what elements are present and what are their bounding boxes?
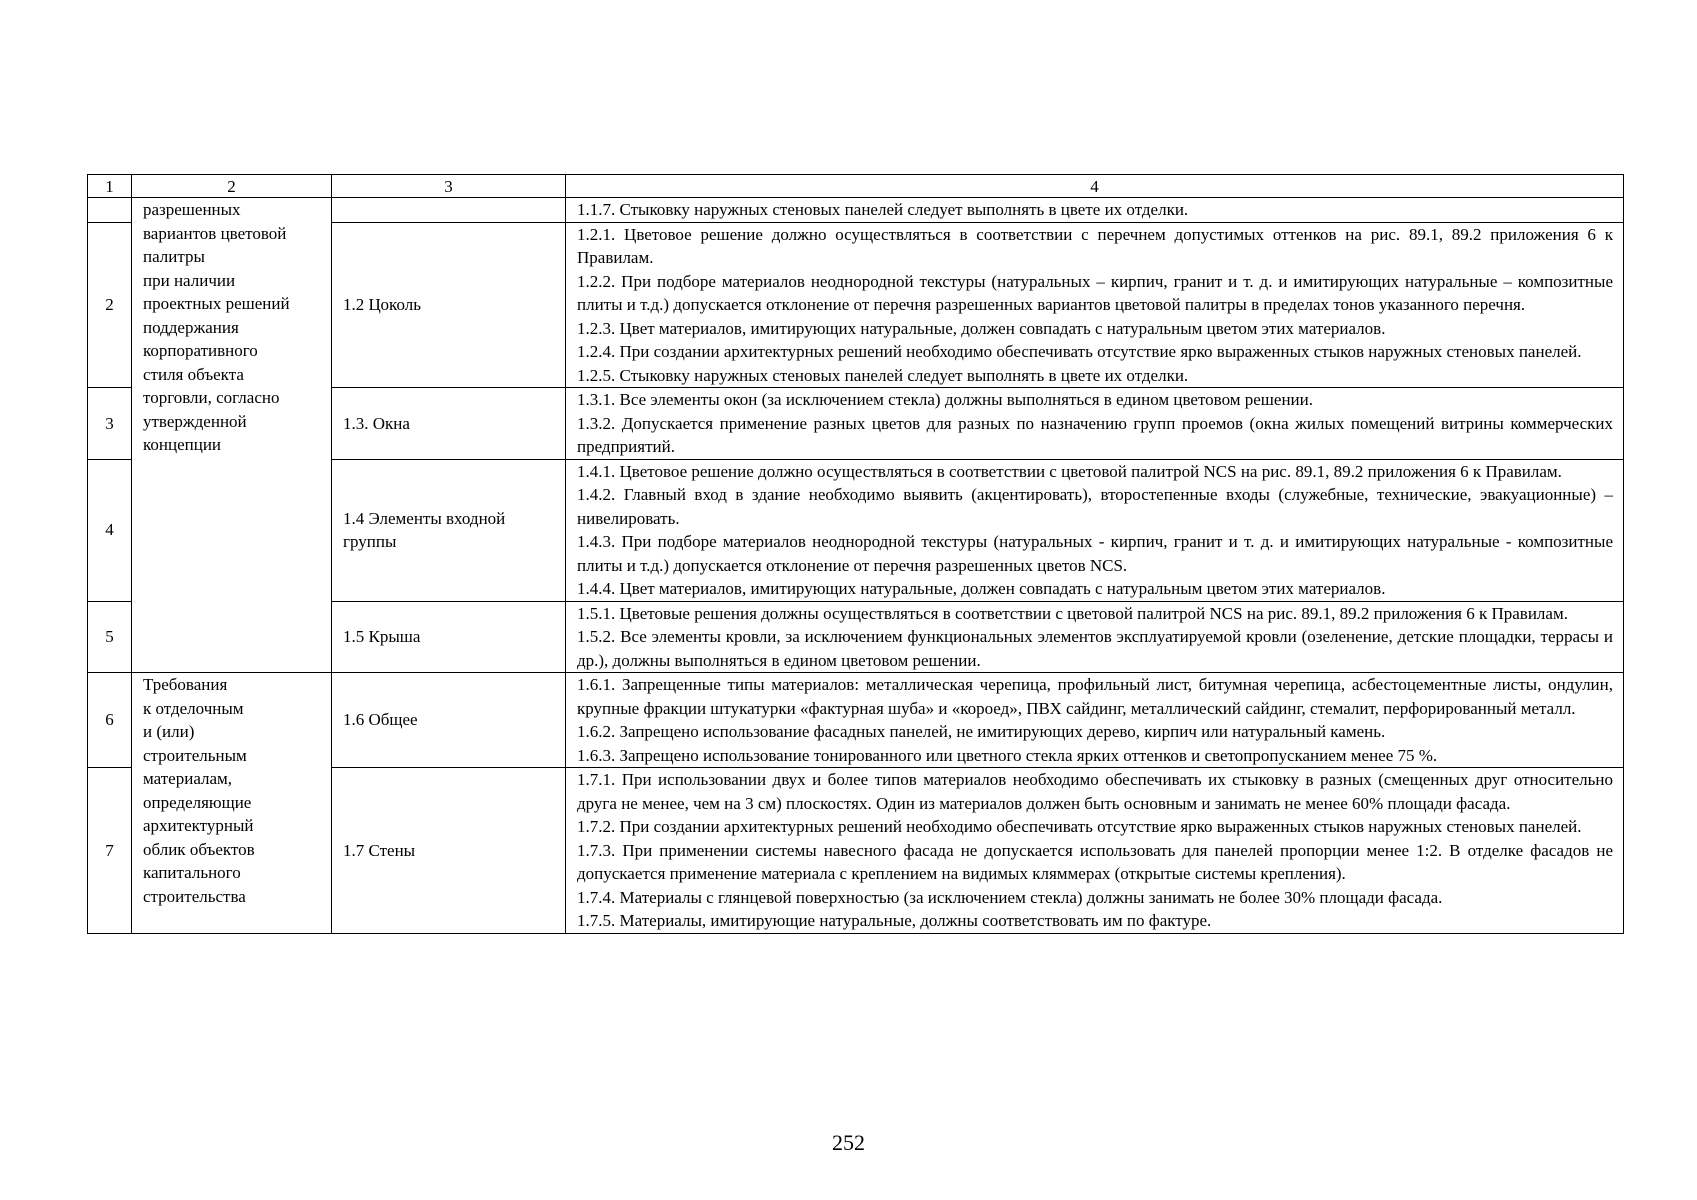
item-text: 1.1.7. Стыковку наружных стеновых панелей следует выполнять в цвете их отделки. (577, 200, 1189, 219)
requirement-text-line: корпоративного (143, 341, 258, 360)
requirement-text-line: торговли, согласно (143, 388, 280, 407)
items-cell (566, 459, 1624, 601)
column-header-1: 1 (88, 175, 132, 198)
element-cell: 1.3. Окна (332, 388, 566, 460)
row-number: 4 (88, 459, 132, 601)
row-number: 7 (88, 768, 132, 934)
requirement-text-line: палитры (143, 247, 205, 266)
requirements-table (87, 174, 1624, 934)
item-text: 1.4.3. При подборе материалов неоднородной текстуры (натуральных - кирпич, гранит и т. д. и имитирующих натуральные - композитные плиты и т.д.) допускается отклонение от перечня разрешенных цветов NCS. (577, 532, 1613, 575)
element-cell: 1.4 Элементы входной группы (332, 459, 566, 601)
row-number: 5 (88, 601, 132, 673)
requirement-text-line: утвержденной (143, 411, 247, 431)
element-cell: 1.6 Общее (332, 673, 566, 768)
requirement-text-line: облик объектов (143, 839, 255, 859)
row-number: 3 (88, 388, 132, 460)
requirement-text-line: архитектурный (143, 816, 254, 835)
page-number: 252 (832, 1130, 865, 1155)
item-text: 1.4.2. Главный вход в здание необходимо выявить (акцентировать), второстепенные входы (служебные, технические, эвакуационные) – нивелировать. (577, 485, 1613, 528)
item-text: 1.6.1. Запрещенные типы материалов: металлическая черепица, профильный лист, битумная черепица, асбестоцементные листы, ондулин, крупные фракции штукатурки «фактурная шуба» и «короед», ПВХ сайдинг, металлический сайдинг, стемалит, перфорированный металл. (577, 675, 1613, 718)
item-text: 1.3.2. Допускается применение разных цветов для разных по назначению групп проемов (окна жилых помещений витрины коммерческих предприятий. (577, 413, 1613, 456)
element-cell: 1.7 Стены (332, 768, 566, 934)
column-header-row (88, 175, 1624, 198)
item-text: 1.2.1. Цветовое решение должно осуществляться в соответствии с перечнем допустимых оттенков на рис. 89.1, 89.2 приложения 6 к Правилам. (577, 224, 1613, 267)
element-cell: 1.5 Крыша (332, 601, 566, 673)
element-cell: 1.2 Цоколь (332, 222, 566, 388)
item-text: 1.2.4. При создании архитектурных решений необходимо обеспечивать отсутствие ярко выраженных стыков наружных стеновых панелей. (577, 342, 1582, 361)
item-text: 1.7.1. При использовании двух и более типов материалов необходимо обеспечивать их стыковку в разных (смещенных друг относительно друга не менее, чем на 3 см) плоскостях. Один из материалов должен быть основным и занимать не менее 60% площади фасада. (577, 770, 1613, 813)
items-cell (566, 198, 1624, 223)
item-text: 1.2.5. Стыковку наружных стеновых панелей следует выполнять в цвете их отделки. (577, 365, 1189, 385)
items-cell (566, 768, 1624, 934)
requirement-text-line: поддержания (143, 317, 239, 337)
column-header-4: 4 (566, 175, 1624, 198)
item-text: 1.2.2. При подборе материалов неоднородной текстуры (натуральных – кирпич, гранит и т. д. и имитирующих натуральные – композитные плиты и т.д.) допускается отклонение от перечня разрешенных вариантов цветовой палитры в пределах тонов указанного перечня. (577, 271, 1613, 314)
item-text: 1.6.2. Запрещено использование фасадных панелей, не имитирующих дерево, кирпич или натуральный камень. (577, 722, 1386, 741)
items-cell (566, 601, 1624, 673)
row-number: 2 (88, 222, 132, 388)
item-text: 1.5.2. Все элементы кровли, за исключением функциональных элементов эксплуатируемой кровли (озеленение, детские площадки, террасы и др.), должны выполняться в едином цветовом решении. (577, 627, 1613, 670)
requirement-text-line: материалам, (143, 769, 233, 788)
item-text: 1.2.3. Цвет материалов, имитирующих натуральные, должен совпадать с натуральным цветом этих материалов. (577, 318, 1386, 338)
requirement-text-line: строительства (143, 886, 246, 906)
column-header-2: 2 (132, 175, 332, 198)
requirement-text-line: вариантов цветовой (143, 223, 287, 243)
requirement-text-line: строительным (143, 745, 247, 765)
table-row (88, 198, 1624, 223)
column-header-3: 3 (332, 175, 566, 198)
requirement-text-line: при наличии (143, 270, 236, 290)
requirement-text-line: капитального (143, 863, 241, 882)
table-row (88, 673, 1624, 768)
item-text: 1.4.4. Цвет материалов, имитирующих натуральные, должен совпадать с натуральным цветом этих материалов. (577, 579, 1386, 598)
items-cell (566, 388, 1624, 460)
item-text: 1.7.5. Материалы, имитирующие натуральные, должны соответствовать им по фактуре. (577, 911, 1212, 930)
items-cell (566, 222, 1624, 388)
row-number: 6 (88, 673, 132, 768)
item-text: 1.7.4. Материалы с глянцевой поверхностью (за исключением стекла) должны занимать не более 30% площади фасада. (577, 887, 1443, 907)
requirement-text-line: разрешенных (143, 200, 241, 219)
item-text: 1.7.2. При создании архитектурных решений необходимо обеспечивать отсутствие ярко выраженных стыков наружных стеновых панелей. (577, 817, 1582, 836)
requirement-text-line: проектных решений (143, 294, 290, 313)
item-text: 1.6.3. Запрещено использование тонированного или цветного стекла ярких оттенков и светопропусканием менее 75 %. (577, 745, 1438, 765)
item-text: 1.4.1. Цветовое решение должно осуществляться в соответствии с цветовой палитрой NCS на рис. 89.1, 89.2 приложения 6 к Правилам. (577, 461, 1562, 481)
requirement-cell-color-palette (132, 198, 332, 673)
items-cell (566, 673, 1624, 768)
requirement-text-line: стиля объекта (143, 364, 244, 384)
requirement-text-line: определяющие (143, 792, 252, 812)
requirement-text-line: к отделочным (143, 698, 244, 718)
requirement-text-line: и (или) (143, 722, 195, 741)
requirement-text-line: концепции (143, 435, 222, 454)
row-number (88, 198, 132, 223)
element-cell (332, 198, 566, 223)
requirement-cell-materials (132, 673, 332, 934)
item-text: 1.5.1. Цветовые решения должны осуществляться в соответствии с цветовой палитрой NCS на рис. 89.1, 89.2 приложения 6 к Правилам. (577, 603, 1568, 623)
item-text: 1.3.1. Все элементы окон (за исключением стекла) должны выполняться в едином цветовом решении. (577, 390, 1313, 409)
requirement-text-line: Требования (143, 675, 228, 694)
item-text: 1.7.3. При применении системы навесного фасада не допускается использовать для панелей пропорции менее 1:2. В отделке фасадов не допускается применение материала с креплением на видимых кляммерах (открытые системы крепления). (577, 840, 1613, 883)
